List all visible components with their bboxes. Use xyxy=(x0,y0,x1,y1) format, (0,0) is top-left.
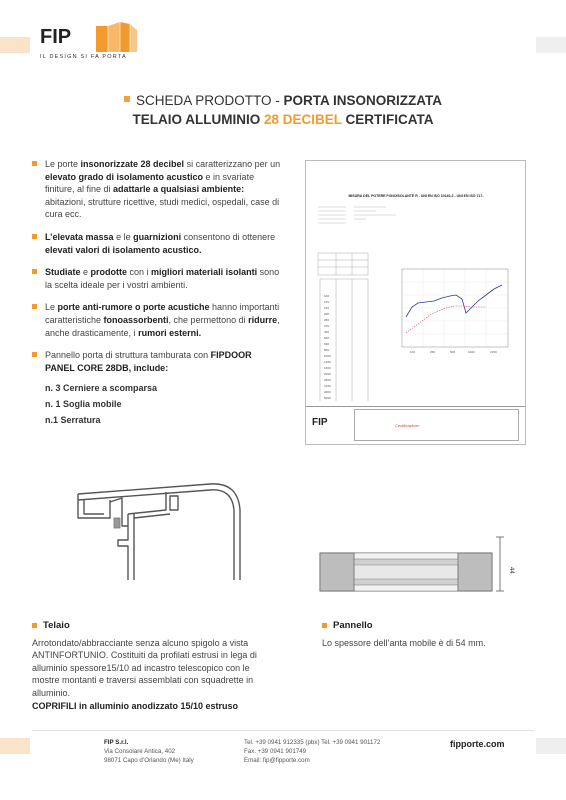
svg-text:1000: 1000 xyxy=(468,350,475,354)
footer-company xyxy=(104,738,194,765)
certificate-footer xyxy=(306,406,525,444)
svg-text:315: 315 xyxy=(324,324,330,328)
bullet-icon xyxy=(322,623,327,628)
certificate-title: MISURA DEL POTERE FONOISOLANTE R - UNI EN ISO 10140-2 - UNI EN ISO 717- xyxy=(348,194,484,198)
certificate-logo: FIP xyxy=(312,417,328,428)
telaio-bold-text: COPRIFILI in alluminio anodizzato 15/10 estruso xyxy=(32,700,239,711)
bullet-icon xyxy=(32,161,37,166)
logo-tagline: IL DESIGN SI FA PORTA xyxy=(40,54,127,60)
svg-text:1250: 1250 xyxy=(324,360,331,364)
svg-text:2000: 2000 xyxy=(324,372,331,376)
corner-accent-bottom-left xyxy=(0,738,30,754)
include-item: n.1 Serratura xyxy=(45,415,101,426)
svg-text:100: 100 xyxy=(410,350,416,354)
svg-text:2500: 2500 xyxy=(324,378,331,382)
certificate-word: Certificazione xyxy=(395,423,420,428)
pannello-dimension-label: 44 xyxy=(508,567,514,574)
svg-text:250: 250 xyxy=(324,318,330,322)
svg-text:200: 200 xyxy=(324,312,330,316)
telaio-title: Telaio xyxy=(32,620,272,633)
certificate-image xyxy=(305,160,526,445)
svg-text:500: 500 xyxy=(324,336,330,340)
email-link[interactable]: Email: fip@fipporte.com xyxy=(244,757,310,764)
svg-text:125: 125 xyxy=(324,300,330,304)
svg-text:4000: 4000 xyxy=(324,390,331,394)
svg-text:800: 800 xyxy=(324,348,330,352)
description-column xyxy=(32,158,282,427)
svg-text:630: 630 xyxy=(324,342,330,346)
pannello-title: Pannello xyxy=(322,620,532,633)
include-item: n. 3 Cerniere a scomparsa xyxy=(45,383,158,394)
svg-text:1600: 1600 xyxy=(324,366,331,370)
address-line-1: Via Consolare Antica, 402 xyxy=(104,748,176,755)
bullet-icon xyxy=(32,234,37,239)
include-item: n. 1 Soglia mobile xyxy=(45,399,122,410)
corner-accent-top-right xyxy=(536,37,566,53)
svg-text:400: 400 xyxy=(324,330,330,334)
footer-divider xyxy=(32,730,534,731)
svg-text:100: 100 xyxy=(324,294,330,298)
bullet-icon xyxy=(32,304,37,309)
fax-line: Fax. +39 0941 901749 xyxy=(244,748,307,755)
logo-fan-icon xyxy=(94,20,138,54)
telaio-profile-drawing xyxy=(70,470,250,590)
includes-list xyxy=(32,382,282,427)
paragraph-anti-rumore: Le porte anti-rumore o porte acustiche hanno importanti caratteristiche fonoassorbenti, che permettono di ridurre, anche drasticamente, i rumori esterni. xyxy=(32,301,282,339)
fip-logo xyxy=(40,18,140,60)
phone-line: Tel. +39 0941 912335 (pbx) Tel. +39 0941 901172 xyxy=(244,739,381,746)
svg-text:160: 160 xyxy=(324,306,330,310)
title-line-2: TELAIO ALLUMINIO 28 DECIBEL CERTIFICATA xyxy=(132,112,434,127)
pannello-section-drawing xyxy=(318,535,518,595)
paragraph-insonorizzate: Le porte insonorizzate 28 decibel si caratterizzano per un elevato grado di isolamento acustico e in svariate finiture, al fine di adattarle a qualsiasi ambiente: abitazioni, strutture ricettive, studi medici, ospedali, case di cura ecc. xyxy=(32,158,282,221)
telaio-caption xyxy=(32,620,272,712)
corner-accent-bottom-right xyxy=(536,738,566,754)
svg-text:5000: 5000 xyxy=(324,396,331,400)
bullet-icon xyxy=(32,623,37,628)
corner-accent-top-left xyxy=(0,37,30,53)
svg-text:1000: 1000 xyxy=(324,354,331,358)
bullet-icon xyxy=(32,269,37,274)
paragraph-pannello-struttura: Pannello porta di struttura tamburata con FIPDOOR PANEL CORE 28DB, include: xyxy=(32,349,282,374)
paragraph-materiali: Studiate e prodotte con i migliori materiali isolanti sono la scelta ideale per i vostri ambienti. xyxy=(32,266,282,291)
title-line-1: SCHEDA PRODOTTO - PORTA INSONORIZZATA xyxy=(0,93,566,108)
address-line-2: 98071 Capo d’Orlando (Me) Italy xyxy=(104,757,194,764)
telaio-text: Arrotondato/abbracciante senza alcuno spigolo a vista ANTINFORTUNIO. Costituiti da profilati estrusi in lega di alluminio spessore15/10 ad incastro telescopico con le mostre montanti e traversi assemblati con squadrette in alluminio. xyxy=(32,637,257,698)
certificate-content-graphic xyxy=(306,161,525,401)
svg-text:500: 500 xyxy=(450,350,456,354)
pannello-caption xyxy=(322,620,532,649)
paragraph-massa: L’elevata massa e le guarnizioni consentono di ottenere elevati valori di isolamento acustico. xyxy=(32,231,282,256)
svg-text:3150: 3150 xyxy=(324,384,331,388)
certificate-stamp-box xyxy=(354,409,519,441)
website-link[interactable]: fipporte.com xyxy=(450,739,505,749)
svg-text:250: 250 xyxy=(430,350,436,354)
title-bullet-icon xyxy=(124,96,130,102)
logo-word: FIP xyxy=(40,26,72,48)
footer-contacts xyxy=(244,738,380,765)
footer-web xyxy=(450,740,505,750)
pannello-text: Lo spessore dell’anta mobile è di 54 mm. xyxy=(322,637,486,648)
product-title xyxy=(0,93,566,127)
svg-text:3150: 3150 xyxy=(490,350,497,354)
bullet-icon xyxy=(32,352,37,357)
company-name: FIP S.r.l. xyxy=(104,739,129,746)
